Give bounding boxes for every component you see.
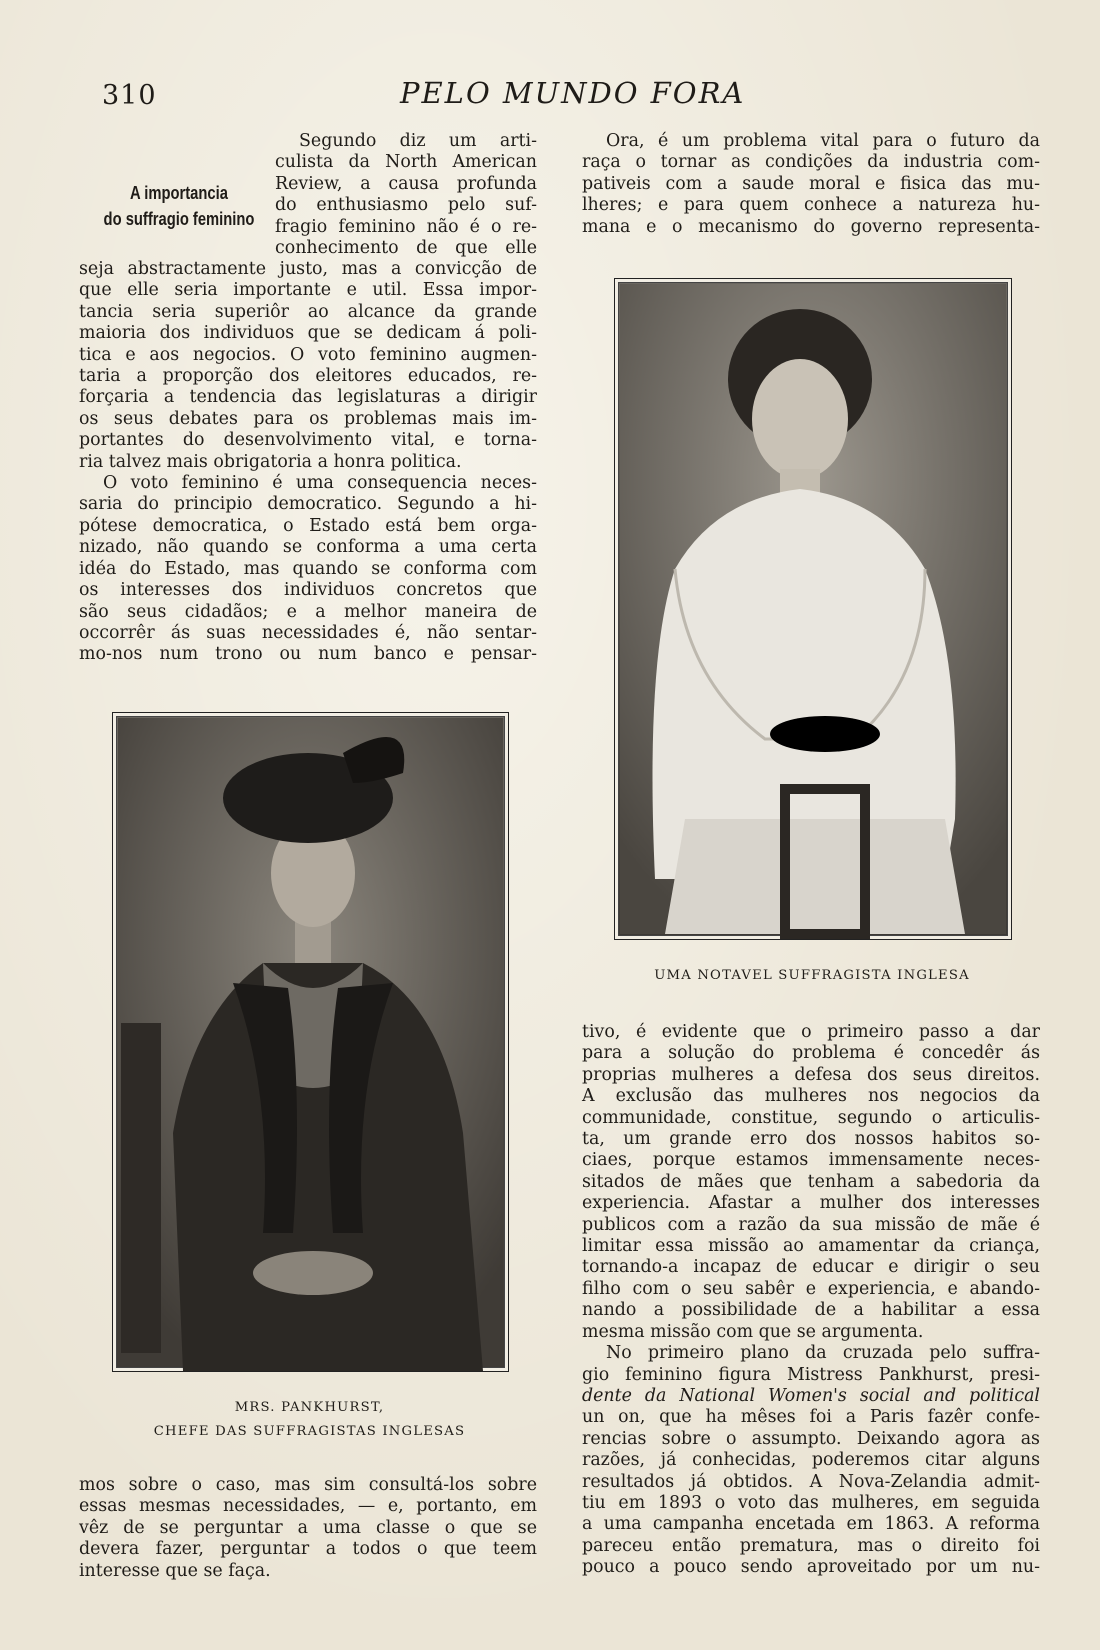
text-line: que elle seria importante e util. Essa impor- bbox=[79, 280, 537, 301]
text-line: pareceu então prematura, mas o direito foi bbox=[582, 1535, 1040, 1556]
text-line: Ora, é um problema vital para o futuro da bbox=[606, 131, 1040, 151]
right-column-bottom-text bbox=[582, 1022, 1040, 1579]
text-line: do enthusiasmo pelo suf- bbox=[275, 195, 537, 216]
text-line: tornando-a incapaz de educar e dirigir o seu bbox=[582, 1257, 1040, 1278]
text-line: No primeiro plano da cruzada pelo suffra- bbox=[606, 1343, 1040, 1364]
text-line: occorrêr ás suas necessidades é, não sentar- bbox=[79, 622, 537, 643]
left-column-bottom-text bbox=[79, 1475, 537, 1582]
text-line: filho com o seu sabêr e experiencia, e abando- bbox=[582, 1278, 1040, 1299]
text-line: culista da North American bbox=[275, 152, 537, 173]
text-line: mo-nos num trono ou num banco e pensar- bbox=[79, 644, 537, 665]
text-line: interesse que se faça. bbox=[79, 1560, 271, 1581]
text-line: ta, um grande erro dos nossos habitos so- bbox=[582, 1129, 1040, 1150]
text-line: conhecimento de que elle bbox=[275, 238, 537, 259]
text-line: pativeis com a saude moral e fisica das mu- bbox=[582, 173, 1040, 194]
page-number: 310 bbox=[102, 80, 157, 111]
sidebar-heading-line-1: A importancia bbox=[130, 183, 228, 203]
text-line: nando a possibilidade de a habilitar a essa bbox=[582, 1300, 1040, 1321]
portrait-photo-suffragist bbox=[614, 278, 1012, 940]
text-line: a uma campanha encetada em 1863. A reforma bbox=[582, 1514, 1040, 1535]
text-line: tiu em 1893 o voto das mulheres, em seguida bbox=[582, 1492, 1040, 1513]
text-line: tica e aos negocios. O voto feminino augmen- bbox=[79, 344, 537, 365]
sidebar-heading-line-2: do suffragio feminino bbox=[103, 209, 255, 229]
text-line: pótese democratica, o Estado está bem orga- bbox=[79, 515, 537, 536]
text-line: publicos com a razão da sua missão de mãe é bbox=[582, 1214, 1040, 1235]
text-line: maioria dos individuos que se dedicam á poli- bbox=[79, 323, 537, 344]
text-line: ciaes, porque estamos immensamente neces- bbox=[582, 1150, 1040, 1171]
left-column-text bbox=[79, 259, 537, 666]
text-line: taria a proporção dos eleitores educados, re- bbox=[79, 366, 537, 387]
text-line: devera fazer, perguntar a todos o que teem bbox=[79, 1539, 537, 1560]
text-line: raça o tornar as condições da industria com- bbox=[582, 152, 1040, 173]
portrait-illustration-right bbox=[615, 279, 1011, 939]
text-line: limitar essa missão ao amamentar da criança, bbox=[582, 1236, 1040, 1257]
portrait-photo-pankhurst bbox=[112, 712, 509, 1372]
text-line: idéa do Estado, mas quando se conforma com bbox=[79, 558, 537, 579]
text-line: portantes do desenvolvimento vital, e torna- bbox=[79, 430, 537, 451]
right-column-top-text bbox=[582, 131, 1040, 238]
portrait-illustration bbox=[113, 713, 508, 1371]
sidebar-heading bbox=[101, 180, 257, 232]
text-line: ria talvez mais obrigatoria a honra politica. bbox=[79, 451, 462, 472]
caption-text: UMA NOTAVEL SUFFRAGISTA INGLESA bbox=[654, 968, 970, 983]
text-line: Segundo diz um arti- bbox=[299, 131, 537, 151]
text-line: são seus cidadãos; e a melhor maneira de bbox=[79, 601, 537, 622]
text-line: communidade, constitue, segundo o articulis- bbox=[582, 1107, 1040, 1128]
text-line: O voto feminino é uma consequencia neces- bbox=[103, 473, 537, 494]
text-line: essas mesmas necessidades, — e, portanto, em bbox=[79, 1496, 537, 1517]
text-line: dente da National Women's social and political bbox=[582, 1385, 1040, 1406]
text-line: forçaria a tendencia das legislaturas a dirigir bbox=[79, 387, 537, 408]
text-line: proprias mulheres a defesa dos seus direitos. bbox=[582, 1064, 1040, 1085]
caption-suffragist bbox=[614, 968, 1010, 983]
text-line: gio feminino figura Mistress Pankhurst, presi- bbox=[582, 1364, 1040, 1385]
text-line: pouco a pouco sendo aproveitado por um nu- bbox=[582, 1557, 1040, 1578]
text-line: un on, que ha mêses foi a Paris fazêr confe- bbox=[582, 1407, 1040, 1428]
text-line: para a solução do problema é concedêr ás bbox=[582, 1043, 1040, 1064]
text-line: fragio feminino não é o re- bbox=[275, 216, 537, 237]
text-line: os interesses dos individuos concretos que bbox=[79, 580, 537, 601]
text-line: vêz de se perguntar a uma classe o que se bbox=[79, 1517, 537, 1538]
text-line: rencias sobre o assumpto. Deixando agora as bbox=[582, 1428, 1040, 1449]
text-line: mos sobre o caso, mas sim consultá-los sobre bbox=[79, 1475, 537, 1495]
caption-line-1: MRS. PANKHURST, bbox=[234, 1400, 385, 1415]
text-line: mesma missão com que se argumenta. bbox=[582, 1321, 924, 1342]
text-line: A exclusão das mulheres nos negocios da bbox=[582, 1086, 1040, 1107]
text-line: nizado, não quando se conforma a uma certa bbox=[79, 537, 537, 558]
text-line: Review, a causa profunda bbox=[275, 173, 537, 194]
caption-pankhurst bbox=[112, 1396, 507, 1444]
text-line: os seus debates para os problemas mais im- bbox=[79, 408, 537, 429]
left-column-narrow-text bbox=[275, 131, 537, 259]
text-line: saria do principio democratico. Segundo a hi- bbox=[79, 494, 537, 515]
running-head: PELO MUNDO FORA bbox=[400, 76, 746, 110]
text-line: mana e o mecanismo do governo representa- bbox=[582, 216, 1040, 237]
text-line: sitados de mães que tenham a sabedoria da bbox=[582, 1171, 1040, 1192]
text-line: resultados já obtidos. A Nova-Zelandia admit- bbox=[582, 1471, 1040, 1492]
text-line: tivo, é evidente que o primeiro passo a dar bbox=[582, 1022, 1040, 1042]
text-line: tancia seria superiôr ao alcance da grande bbox=[79, 301, 537, 322]
caption-line-2: CHEFE DAS SUFFRAGISTAS INGLESAS bbox=[153, 1424, 466, 1439]
text-line: lheres; e para quem conhece a natureza hu- bbox=[582, 195, 1040, 216]
text-line: seja abstractamente justo, mas a convicção de bbox=[79, 259, 537, 279]
text-line: experiencia. Afastar a mulher dos interesses bbox=[582, 1193, 1040, 1214]
text-line: razões, já conhecidas, poderemos citar alguns bbox=[582, 1450, 1040, 1471]
